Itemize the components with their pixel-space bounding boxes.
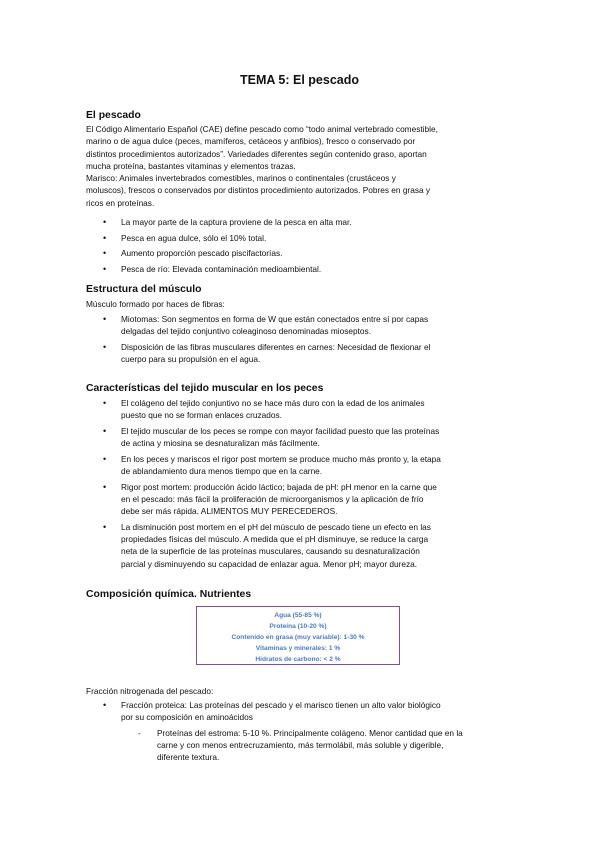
text-line: marino o de agua dulce (peces, mamíferos, cetáceos y anfibios), fresco o conservado por xyxy=(86,136,416,147)
nutrient-line: Proteína (10-20 %) xyxy=(269,623,327,630)
text-line: carne y con menos entrecruzamiento, más termolábil, más soluble y digerible, xyxy=(157,739,444,750)
text-line: • Disposición de las fibras musculares diferentes en carnes: Necesidad de flexionar el xyxy=(121,341,431,352)
section-paragraph-estructura xyxy=(86,298,516,310)
text-line: • La disminución post mortem en el pH del músculo de pescado tiene un efecto en las xyxy=(121,521,431,532)
section-heading-estructura: Estructura del músculo xyxy=(86,284,202,295)
text-line: • En los peces y mariscos el rigor post mortem se produce mucho más pronto y, la etapa xyxy=(121,453,441,464)
list-item xyxy=(86,216,516,228)
text-line: parcial y disminuyendo su capacidad de enlazar agua. Menor pH; mayor dureza. xyxy=(121,558,418,569)
text-line: Músculo formado por haces de fibras: xyxy=(86,299,225,309)
text-line: de actina y miosina se desnaturalizan más fácilmente. xyxy=(121,438,320,449)
nitrogen-intro xyxy=(86,685,516,697)
text-line: debe ser más rápida. ALIMENTOS MUY PERECEDEROS. xyxy=(121,506,338,517)
section-paragraph-pescado xyxy=(86,123,516,209)
nutrient-line: Hidratos de carbono: < 2 % xyxy=(255,656,341,663)
text-line: Proteínas del estroma: 5-10 %. Principalmente colágeno. Menor cantidad que en la xyxy=(157,727,463,738)
text-line: cuerpo para su propulsión en el agua. xyxy=(121,354,261,365)
text-line: • Fracción proteica: Las proteínas del pescado y el marisco tienen un alto valor biológico xyxy=(121,700,441,710)
text-line: diferente textura. xyxy=(157,752,220,763)
text-line: • Aumento proporción pescado piscifactorías. xyxy=(121,248,283,259)
dash-marker: - xyxy=(138,727,141,738)
text-line: • Pesca en agua dulce, sólo el 10% total. xyxy=(121,232,267,243)
list-item xyxy=(86,313,516,338)
text-line: • El tejido muscular de los peces se rompe con mayor facilidad puesto que las proteínas xyxy=(121,425,440,436)
text-line: puesto que no se forman enlaces cruzados. xyxy=(121,410,282,421)
list-item xyxy=(86,232,516,244)
text-line: mucha proteína, bastantes vitaminas y elementos trazas. xyxy=(86,160,296,171)
text-line: Marisco: Animales invertebrados comestibles, marinos o continentales (crustáceos y xyxy=(86,173,396,184)
text-line: distintos procedimientos autorizados”. Variedades diferentes según contenido graso, aportan xyxy=(86,148,427,159)
text-line: en el pescado: más fácil la proliferación de microorganismos y la aplicación de frío xyxy=(121,493,424,504)
bullet-list-estructura xyxy=(86,313,516,369)
list-item xyxy=(86,699,516,763)
page-title: TEMA 5: El pescado xyxy=(239,73,359,87)
text-line: de ablandamiento dura menos tiempo que en la carne. xyxy=(121,466,323,477)
section-heading-composicion: Composición química. Nutrientes xyxy=(86,589,252,600)
nutrient-line: Agua (55-85 %) xyxy=(274,612,322,619)
text-line: neta de la superficie de las proteínas musculares, causando su desnaturalización xyxy=(121,546,420,557)
list-item xyxy=(86,247,516,259)
section-heading-caracteristicas: Características del tejido muscular en los peces xyxy=(86,383,324,394)
text-line: • Rigor post mortem: producción ácido láctico; bajada de pH: pH menor en la carne que xyxy=(121,481,437,492)
text-line: ricos en proteínas. xyxy=(86,197,155,208)
text-line: • Pesca de río: Elevada contaminación medioambiental. xyxy=(121,263,322,274)
list-item xyxy=(86,425,516,450)
text-line: por su composición en aminoácidos xyxy=(121,712,253,723)
list-item xyxy=(86,263,516,275)
nutrient-composition-box xyxy=(196,606,400,665)
text-line: propiedades físicas del músculo. A medida que el pH disminuye, se reduce la carga xyxy=(121,534,429,545)
text-line: delgadas del tejido conjuntivo coleaginoso denominadas mioseptos. xyxy=(121,326,371,337)
list-item xyxy=(86,453,516,478)
text-line: • La mayor parte de la captura proviene de la pesca en alta mar. xyxy=(121,217,352,227)
list-item xyxy=(86,397,516,422)
bullet-list-caracteristicas xyxy=(86,397,516,573)
section-heading-pescado: El pescado xyxy=(86,110,141,121)
bullet-list-pescado xyxy=(86,216,516,278)
text-line: Fracción nitrogenada del pescado: xyxy=(86,686,214,696)
text-line: • Miotomas: Son segmentos en forma de W que están conectados entre sí por capas xyxy=(121,314,429,324)
list-item xyxy=(86,481,516,518)
text-line: moluscos), frescos o conservados por distintos procedimiento autorizados. Pobres en grasa y xyxy=(86,185,431,196)
list-item xyxy=(86,341,516,366)
list-item xyxy=(86,521,516,570)
text-line: El Código Alimentario Español (CAE) define pescado como “todo animal vertebrado comestible, xyxy=(86,124,438,134)
text-line: • El colágeno del tejido conjuntivo no se hace más duro con la edad de los animales xyxy=(121,398,425,408)
dash-item xyxy=(121,727,516,764)
nutrient-line: Vitaminas y minerales: 1 % xyxy=(255,645,341,652)
nutrient-line: Contenido en grasa (muy variable): 1-30 % xyxy=(231,634,365,641)
dash-list xyxy=(121,727,516,764)
bullet-list-nitrogen xyxy=(86,699,516,767)
